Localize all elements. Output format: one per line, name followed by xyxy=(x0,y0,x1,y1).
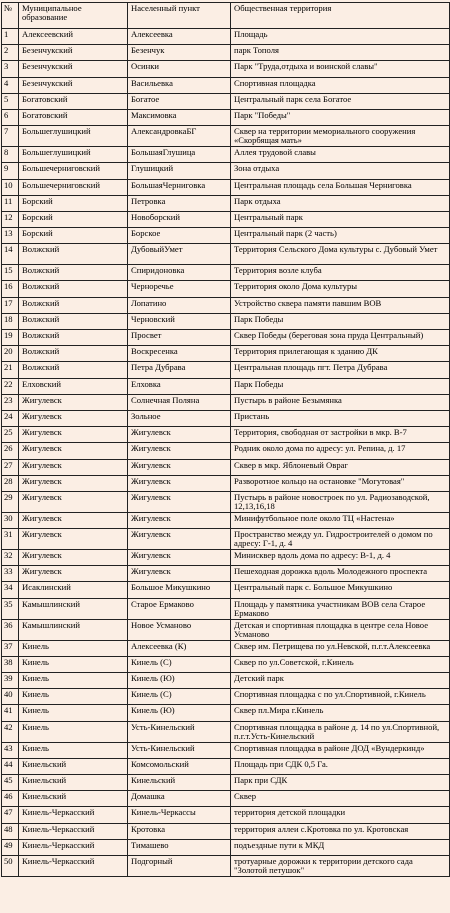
row-number: 20 xyxy=(2,346,19,362)
table-row xyxy=(2,410,450,426)
territory-cell: Площадь при СДК 0,5 Га. xyxy=(231,758,450,774)
territory-cell: территория детской площадки xyxy=(231,807,450,823)
territory-cell: Территория около Дома культуры xyxy=(231,281,450,297)
row-number: 3 xyxy=(2,61,19,77)
settlement-cell: Комсомольский xyxy=(128,758,231,774)
table-row xyxy=(2,362,450,378)
table-row xyxy=(2,147,450,163)
table-row xyxy=(2,330,450,346)
table-row xyxy=(2,721,450,742)
territory-cell: Спортивная площадка в районе д. 14 по ул.Спортивной, п.г.т.Усть-Кинельский xyxy=(231,721,450,742)
municipality-cell: Камышлинский xyxy=(19,598,128,619)
table-row xyxy=(2,689,450,705)
settlement-cell: Домашка xyxy=(128,791,231,807)
settlement-cell: Петровка xyxy=(128,195,231,211)
table-row xyxy=(2,582,450,598)
municipality-cell: Безенчукский xyxy=(19,45,128,61)
settlement-cell: Черновский xyxy=(128,313,231,329)
municipality-cell: Кинельский xyxy=(19,758,128,774)
table-row xyxy=(2,378,450,394)
settlement-cell: Богатое xyxy=(128,93,231,109)
municipality-cell: Большеглушицкий xyxy=(19,126,128,147)
settlement-cell: Жигулевск xyxy=(128,491,231,512)
row-number: 39 xyxy=(2,673,19,689)
row-number: 49 xyxy=(2,839,19,855)
header-territory: Общественная территория xyxy=(231,3,450,29)
municipality-cell: Жигулевск xyxy=(19,550,128,566)
settlement-cell: БольшаяГлушица xyxy=(128,147,231,163)
row-number: 10 xyxy=(2,179,19,195)
table-row xyxy=(2,512,450,528)
settlement-cell: Усть-Кинельский xyxy=(128,742,231,758)
territory-cell: Центральный парк с. Большое Микушкино xyxy=(231,582,450,598)
municipality-cell: Жигулевск xyxy=(19,566,128,582)
settlement-cell: Жигулевск xyxy=(128,427,231,443)
territory-cell: Центральная площадь пгт. Петра Дубрава xyxy=(231,362,450,378)
table-row xyxy=(2,265,450,281)
table-row xyxy=(2,394,450,410)
territory-cell: Центральный парк села Богатое xyxy=(231,93,450,109)
row-number: 9 xyxy=(2,163,19,179)
row-number: 47 xyxy=(2,807,19,823)
table-row xyxy=(2,281,450,297)
territory-cell: тротуарные дорожки к территории детского сада "Золотой петушок" xyxy=(231,855,450,876)
municipality-cell: Елховский xyxy=(19,378,128,394)
row-number: 42 xyxy=(2,721,19,742)
municipality-cell: Камышлинский xyxy=(19,619,128,640)
row-number: 8 xyxy=(2,147,19,163)
row-number: 46 xyxy=(2,791,19,807)
settlement-cell: Спиридоновка xyxy=(128,265,231,281)
row-number: 2 xyxy=(2,45,19,61)
table-row xyxy=(2,823,450,839)
row-number: 23 xyxy=(2,394,19,410)
row-number: 30 xyxy=(2,512,19,528)
settlement-cell: Петра Дубрава xyxy=(128,362,231,378)
settlement-cell: Максимовка xyxy=(128,109,231,125)
table-row xyxy=(2,126,450,147)
table-row xyxy=(2,550,450,566)
municipality-cell: Кинель xyxy=(19,640,128,656)
territory-cell: Территория, свободная от застройки в мкр. В-7 xyxy=(231,427,450,443)
row-number: 24 xyxy=(2,410,19,426)
table-row xyxy=(2,475,450,491)
territory-cell: Центральная площадь села Большая Черниговка xyxy=(231,179,450,195)
settlement-cell: БольшаяЧерниговка xyxy=(128,179,231,195)
table-body xyxy=(2,29,450,877)
municipality-cell: Большечерниговский xyxy=(19,179,128,195)
settlement-cell: Кротовка xyxy=(128,823,231,839)
municipality-cell: Волжский xyxy=(19,297,128,313)
table-row xyxy=(2,109,450,125)
table-row xyxy=(2,742,450,758)
municipality-cell: Волжский xyxy=(19,313,128,329)
territory-cell: Центральный парк (2 часть) xyxy=(231,228,450,244)
row-number: 1 xyxy=(2,29,19,45)
municipality-cell: Волжский xyxy=(19,244,128,265)
municipality-cell: Кинель xyxy=(19,721,128,742)
settlement-cell: Черноречье xyxy=(128,281,231,297)
settlement-cell: Кинель (Ю) xyxy=(128,673,231,689)
territory-cell: Зона отдыха xyxy=(231,163,450,179)
settlement-cell: Глушицкий xyxy=(128,163,231,179)
row-number: 4 xyxy=(2,77,19,93)
settlement-cell: Зольное xyxy=(128,410,231,426)
municipality-cell: Жигулевск xyxy=(19,491,128,512)
settlement-cell: Просвет xyxy=(128,330,231,346)
header-settlement: Населенный пункт xyxy=(128,3,231,29)
territory-cell: Аллея трудовой славы xyxy=(231,147,450,163)
row-number: 50 xyxy=(2,855,19,876)
row-number: 26 xyxy=(2,443,19,459)
table-row xyxy=(2,244,450,265)
row-number: 40 xyxy=(2,689,19,705)
municipality-cell: Богатовский xyxy=(19,109,128,125)
settlement-cell: Большое Микушкино xyxy=(128,582,231,598)
row-number: 45 xyxy=(2,774,19,790)
table-row xyxy=(2,491,450,512)
row-number: 22 xyxy=(2,378,19,394)
municipality-cell: Исаклинский xyxy=(19,582,128,598)
territory-cell: Площадь у памятника участникам ВОВ села Старое Ермаково xyxy=(231,598,450,619)
territory-cell: Территория Сельского Дома культуры с. Дубовый Умет xyxy=(231,244,450,265)
territory-cell: Спортивная площадка в районе ДОД «Вундеркинд» xyxy=(231,742,450,758)
table-row xyxy=(2,195,450,211)
row-number: 15 xyxy=(2,265,19,281)
table-row xyxy=(2,774,450,790)
municipality-cell: Жигулевск xyxy=(19,475,128,491)
table-row xyxy=(2,459,450,475)
territory-cell: Территория возле клуба xyxy=(231,265,450,281)
municipality-cell: Безенчукский xyxy=(19,77,128,93)
territory-cell: Площадь xyxy=(231,29,450,45)
territory-cell: Пространство между ул. Гидростроителей о домом по адресу: Г-1, д. 4 xyxy=(231,529,450,550)
municipality-cell: Жигулевск xyxy=(19,427,128,443)
settlement-cell: Борское xyxy=(128,228,231,244)
municipality-cell: Кинель-Черкасский xyxy=(19,823,128,839)
municipality-cell: Кинель-Черкасский xyxy=(19,807,128,823)
row-number: 18 xyxy=(2,313,19,329)
territory-cell: Пристань xyxy=(231,410,450,426)
municipality-cell: Алексеевский xyxy=(19,29,128,45)
territory-cell: Родник около дома по адресу: ул. Репина, д. 17 xyxy=(231,443,450,459)
settlement-cell: Безенчук xyxy=(128,45,231,61)
row-number: 14 xyxy=(2,244,19,265)
territories-document xyxy=(1,2,449,877)
table-row xyxy=(2,598,450,619)
settlement-cell: Жигулевск xyxy=(128,550,231,566)
table-row xyxy=(2,45,450,61)
municipality-cell: Кинель xyxy=(19,689,128,705)
table-row xyxy=(2,163,450,179)
row-number: 41 xyxy=(2,705,19,721)
territory-cell: Минисквер вдоль дома по адресу: В-1, д. 4 xyxy=(231,550,450,566)
row-number: 13 xyxy=(2,228,19,244)
table-row xyxy=(2,93,450,109)
territory-cell: Парк отдыха xyxy=(231,195,450,211)
municipality-cell: Кинельский xyxy=(19,791,128,807)
header-municipality: Муниципальное образование xyxy=(19,3,128,29)
territory-cell: Парк Победы xyxy=(231,378,450,394)
municipality-cell: Борский xyxy=(19,211,128,227)
municipality-cell: Жигулевск xyxy=(19,410,128,426)
row-number: 28 xyxy=(2,475,19,491)
municipality-cell: Жигулевск xyxy=(19,443,128,459)
settlement-cell: Алексеевка (К) xyxy=(128,640,231,656)
row-number: 17 xyxy=(2,297,19,313)
settlement-cell: Алексеевка xyxy=(128,29,231,45)
table-row xyxy=(2,791,450,807)
table-row xyxy=(2,619,450,640)
territory-cell: Сквер на территории мемориального сооружения «Скорбящая мать» xyxy=(231,126,450,147)
row-number: 38 xyxy=(2,656,19,672)
table-row xyxy=(2,211,450,227)
settlement-cell: Подгорный xyxy=(128,855,231,876)
row-number: 25 xyxy=(2,427,19,443)
territory-cell: Парк Победы xyxy=(231,313,450,329)
municipality-cell: Кинель-Черкасский xyxy=(19,855,128,876)
municipality-cell: Волжский xyxy=(19,346,128,362)
table-row xyxy=(2,313,450,329)
row-number: 43 xyxy=(2,742,19,758)
municipality-cell: Кинель xyxy=(19,705,128,721)
settlement-cell: Жигулевск xyxy=(128,475,231,491)
row-number: 5 xyxy=(2,93,19,109)
municipality-cell: Богатовский xyxy=(19,93,128,109)
table-row xyxy=(2,77,450,93)
settlement-cell: Жигулевск xyxy=(128,512,231,528)
table-row xyxy=(2,705,450,721)
table-row xyxy=(2,855,450,876)
territory-cell: Сквер им. Петрищева по ул.Невской, п.г.т.Алексеевка xyxy=(231,640,450,656)
row-number: 19 xyxy=(2,330,19,346)
row-number: 37 xyxy=(2,640,19,656)
territory-cell: Территория прилегающая к зданию ДК xyxy=(231,346,450,362)
territory-cell: парк Тополя xyxy=(231,45,450,61)
settlement-cell: ДубовыйУмет xyxy=(128,244,231,265)
row-number: 31 xyxy=(2,529,19,550)
settlement-cell: Кинель-Черкассы xyxy=(128,807,231,823)
settlement-cell: Елховка xyxy=(128,378,231,394)
municipality-cell: Борский xyxy=(19,228,128,244)
row-number: 7 xyxy=(2,126,19,147)
table-row xyxy=(2,179,450,195)
territory-cell: Парк при СДК xyxy=(231,774,450,790)
settlement-cell: Жигулевск xyxy=(128,459,231,475)
row-number: 6 xyxy=(2,109,19,125)
territory-cell: Минифутбольное поле около ТЦ «Настена» xyxy=(231,512,450,528)
header-number: № xyxy=(2,3,19,29)
row-number: 27 xyxy=(2,459,19,475)
municipality-cell: Волжский xyxy=(19,281,128,297)
territory-cell: Сквер в мкр. Яблоневый Овраг xyxy=(231,459,450,475)
settlement-cell: Жигулевск xyxy=(128,566,231,582)
municipality-cell: Большечерниговский xyxy=(19,163,128,179)
territory-cell: Сквер пл.Мира г.Кинель xyxy=(231,705,450,721)
territory-cell: Спортивная площадка с по ул.Спортивной, г.Кинель xyxy=(231,689,450,705)
territory-cell: территория аллеи с.Кротовка по ул. Кротовская xyxy=(231,823,450,839)
territory-cell: подъездные пути к МКД xyxy=(231,839,450,855)
municipality-cell: Безенчукский xyxy=(19,61,128,77)
table-row xyxy=(2,297,450,313)
row-number: 12 xyxy=(2,211,19,227)
table-row xyxy=(2,673,450,689)
row-number: 11 xyxy=(2,195,19,211)
municipality-cell: Жигулевск xyxy=(19,529,128,550)
municipality-cell: Волжский xyxy=(19,330,128,346)
settlement-cell: Жигулевск xyxy=(128,443,231,459)
territory-cell: Пустырь в районе новостроек по ул. Радиозаводской, 12,13,16,18 xyxy=(231,491,450,512)
territory-cell: Сквер по ул.Советской, г.Кинель xyxy=(231,656,450,672)
settlement-cell: Солнечная Поляна xyxy=(128,394,231,410)
municipality-cell: Кинельский xyxy=(19,774,128,790)
table-row xyxy=(2,839,450,855)
settlement-cell: Осинки xyxy=(128,61,231,77)
municipality-cell: Кинель xyxy=(19,656,128,672)
table-row xyxy=(2,61,450,77)
row-number: 32 xyxy=(2,550,19,566)
settlement-cell: Жигулевск xyxy=(128,529,231,550)
municipality-cell: Волжский xyxy=(19,362,128,378)
settlement-cell: Новоборский xyxy=(128,211,231,227)
table-row xyxy=(2,758,450,774)
territory-cell: Разворотное кольцо на остановке "Могутовая" xyxy=(231,475,450,491)
territory-cell: Центральный парк xyxy=(231,211,450,227)
settlement-cell: АлександровкаБГ xyxy=(128,126,231,147)
table-row xyxy=(2,529,450,550)
settlement-cell: Васильевка xyxy=(128,77,231,93)
settlement-cell: Кинельский xyxy=(128,774,231,790)
territory-cell: Сквер Победы (береговая зона пруда Центральный) xyxy=(231,330,450,346)
table-row xyxy=(2,656,450,672)
row-number: 34 xyxy=(2,582,19,598)
municipality-cell: Жигулевск xyxy=(19,394,128,410)
municipality-cell: Жигулевск xyxy=(19,459,128,475)
settlement-cell: Новое Усманово xyxy=(128,619,231,640)
municipality-cell: Кинель xyxy=(19,742,128,758)
territory-cell: Пустырь в районе Безымянка xyxy=(231,394,450,410)
table-row xyxy=(2,29,450,45)
municipality-cell: Кинель xyxy=(19,673,128,689)
row-number: 48 xyxy=(2,823,19,839)
territories-table xyxy=(1,2,450,877)
municipality-cell: Волжский xyxy=(19,265,128,281)
table-row xyxy=(2,807,450,823)
territory-cell: Устройство сквера памяти павшим ВОВ xyxy=(231,297,450,313)
row-number: 16 xyxy=(2,281,19,297)
row-number: 33 xyxy=(2,566,19,582)
table-header-row xyxy=(2,3,450,29)
row-number: 21 xyxy=(2,362,19,378)
municipality-cell: Жигулевск xyxy=(19,512,128,528)
row-number: 29 xyxy=(2,491,19,512)
settlement-cell: Тимашево xyxy=(128,839,231,855)
municipality-cell: Кинель-Черкасский xyxy=(19,839,128,855)
row-number: 44 xyxy=(2,758,19,774)
settlement-cell: Лопатино xyxy=(128,297,231,313)
territory-cell: Спортивная площадка xyxy=(231,77,450,93)
territory-cell: Детская и спортивная площадка в центре села Новое Усманово xyxy=(231,619,450,640)
row-number: 36 xyxy=(2,619,19,640)
settlement-cell: Старое Ермаково xyxy=(128,598,231,619)
table-row xyxy=(2,346,450,362)
territory-cell: Детский парк xyxy=(231,673,450,689)
municipality-cell: Большеглушицкий xyxy=(19,147,128,163)
settlement-cell: Воскресенка xyxy=(128,346,231,362)
table-row xyxy=(2,228,450,244)
territory-cell: Парк "Труда,отдыха и воинской славы" xyxy=(231,61,450,77)
row-number: 35 xyxy=(2,598,19,619)
settlement-cell: Кинель (С) xyxy=(128,656,231,672)
territory-cell: Пешеходная дорожка вдоль Молодежного проспекта xyxy=(231,566,450,582)
territory-cell: Парк "Победы" xyxy=(231,109,450,125)
municipality-cell: Борский xyxy=(19,195,128,211)
table-row xyxy=(2,640,450,656)
settlement-cell: Усть-Кинельский xyxy=(128,721,231,742)
table-row xyxy=(2,427,450,443)
table-row xyxy=(2,443,450,459)
table-row xyxy=(2,566,450,582)
territory-cell: Сквер xyxy=(231,791,450,807)
settlement-cell: Кинель (Ю) xyxy=(128,705,231,721)
settlement-cell: Кинель (С) xyxy=(128,689,231,705)
